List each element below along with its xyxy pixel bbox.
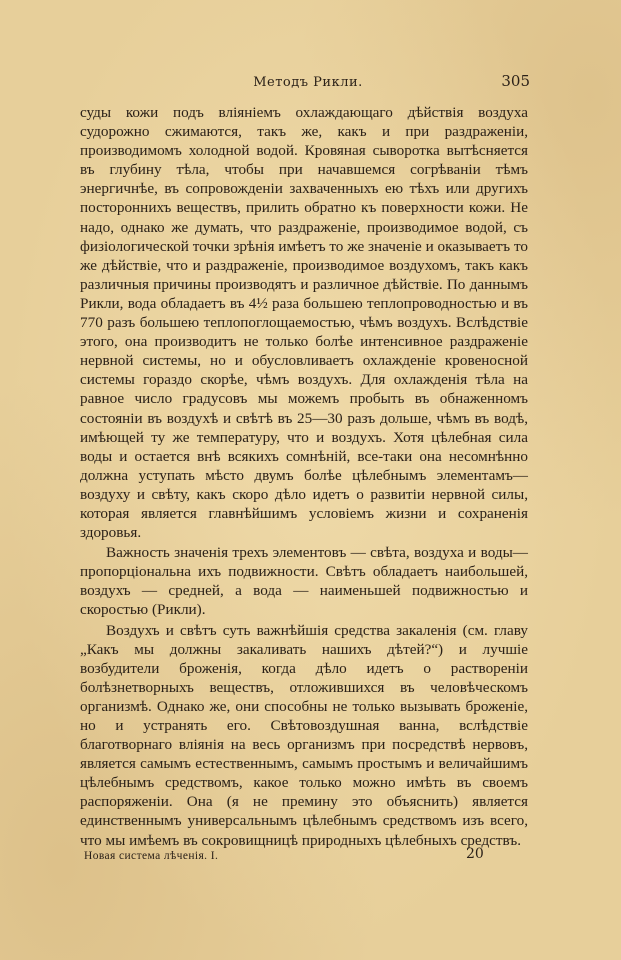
footer-book-title: Новая система лѣченія. I.: [84, 850, 219, 862]
running-head: [80, 72, 536, 92]
paragraph-3: Воздухъ и свѣтъ суть важнѣйшія средства закаленія (см. главу „Какъ мы должны закаливать нашихъ дѣтей?“) и лучшіе возбудители броженія, когда дѣло идетъ о растворенiи болѣзнетворныхъ веществъ, отложившихся въ человѣческомъ организмѣ. Однако же, они способны не только вызывать броженіе, но и устранять его. Свѣтовоздушная ванна, вслѣдствіе благотворнаго вліянія на весь организмъ при посредствѣ нервовъ, является самымъ естественнымъ, самымъ простымъ и величайшимъ цѣлебнымъ средствомъ, какое только можно имѣть въ своемъ распоряженіи. Она (я не премину это объяснить) является единственнымъ универсальнымъ цѣлебнымъ средствомъ изъ всего, что мы имѣемъ въ сокровищницѣ природныхъ цѣлебныхъ средствъ.: [80, 621, 528, 849]
paragraph-2: Важность значенія трехъ элементовъ — свѣта, воздуха и воды—пропорціональна ихъ подвижности. Свѣтъ обладаетъ наибольшей, воздухъ — средней, а вода — наименьшей подвижностью и скоростью (Рикли).: [80, 544, 528, 619]
paragraph-1: суды кожи подъ вліяніемъ охлаждающаго дѣйствія воздуха судорожно сжимаются, такъ же, какъ и при раздраженіи, производимомъ холодной водой. Кровяная сыворотка вытѣсняется въ глубину тѣла, чтобы при начавшемся согрѣваніи тѣмъ энергичнѣе, въ сопровожденіи захваченныхъ ею тѣхъ или другихъ постороннихъ веществъ, прилить обратно къ поверхности кожи. Не надо, однако же думать, что раздраженіе, производимое водой, съ физіологической точки зрѣнія имѣетъ то же значеніе и оказываетъ то же дѣйствіе, что и раздраженіе, производимое воздухомъ, такъ какъ различныя причины производятъ и различное дѣйствіе. По даннымъ Рикли, вода обладаетъ въ 4½ раза большею теплопроводностью и въ 770 разъ большею теплопоглощаемостью, чѣмъ воздухъ. Вслѣдствіе этого, она производитъ не только болѣе интенсивное раздраженіе нервной системы, но и обусловливаетъ охлажденіе кровеносной системы гораздо скорѣе, чѣмъ воздухъ. Для охлажденія тѣла на равное число градусовъ мы можемъ пробыть въ обнаженномъ состояніи въ воздухѣ и свѣтѣ въ 25—30 разъ дольше, чѣмъ въ водѣ, имѣющей ту же температуру, что и воздухъ. Хотя цѣлебная сила воды и остается внѣ всякихъ сомнѣній, все-таки она несомнѣнно должна уступать мѣсто двумъ болѣе цѣлебнымъ элементамъ—воздуху и свѣту, какъ скоро дѣло идетъ о развитіи нервной силы, которая является главнѣйшимъ условіемъ жизни и сохраненія здоровья.: [80, 104, 528, 542]
signature-mark: 20: [466, 846, 484, 862]
page-number: 305: [501, 72, 530, 90]
page-footer: [84, 846, 524, 866]
body-text: [80, 103, 528, 850]
running-title: Методъ Рикли.: [253, 75, 363, 90]
